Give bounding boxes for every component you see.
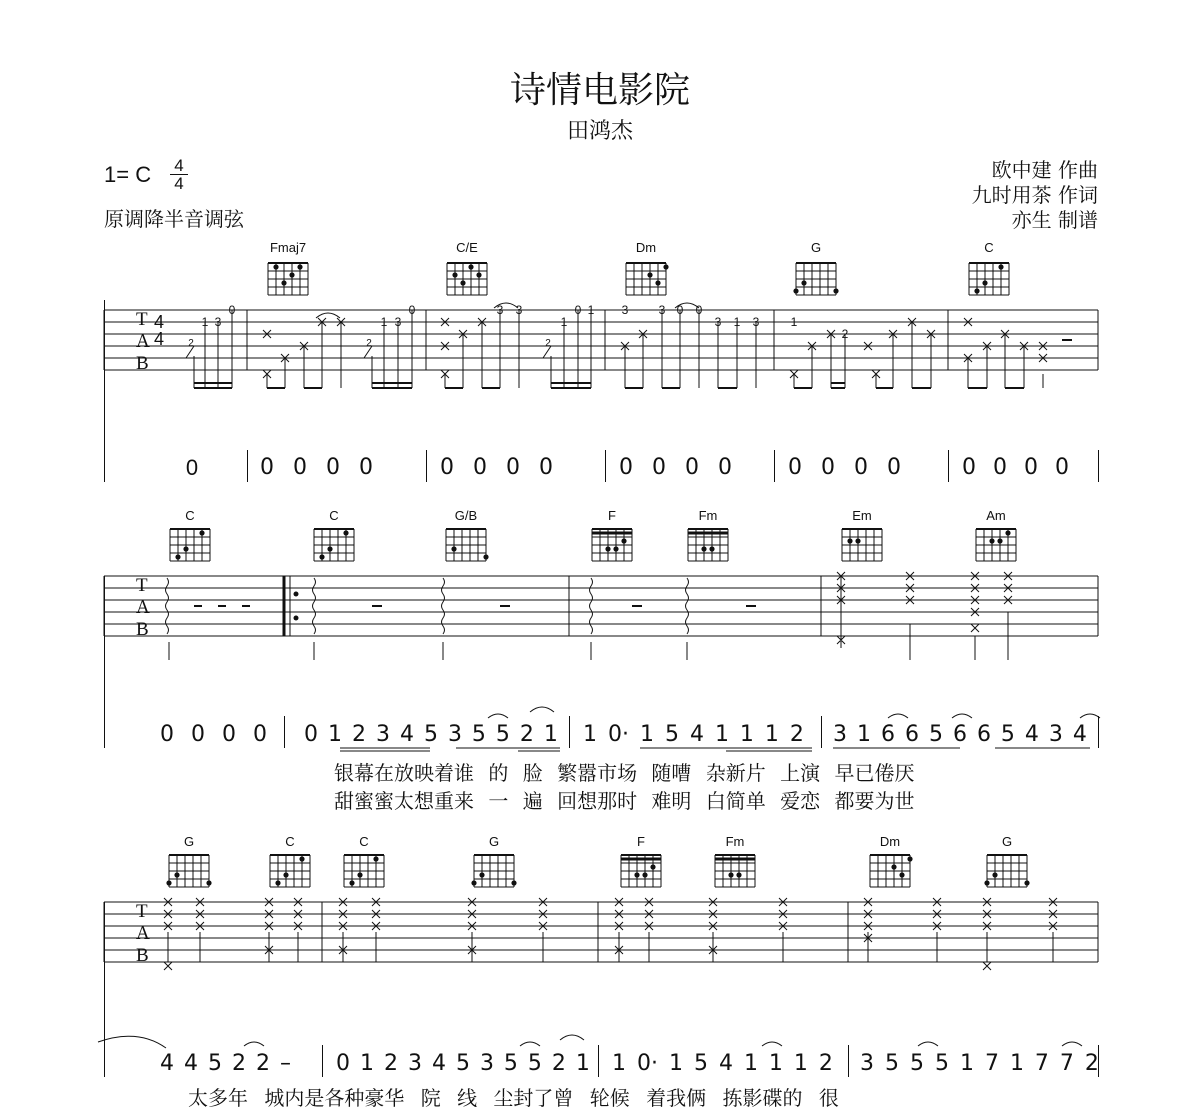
numbered-measure: 0 0 0 0	[962, 455, 1069, 480]
chord-diagram	[623, 258, 669, 298]
svg-text:3: 3	[214, 315, 222, 329]
svg-text:3: 3	[496, 303, 504, 317]
tuning-note: 原调降半音调弦	[104, 207, 244, 231]
tab-letter: T	[136, 901, 148, 922]
chord-name: Fm	[725, 834, 745, 849]
svg-text:1: 1	[790, 315, 798, 329]
chord-diagram	[444, 258, 490, 298]
credit-arranger: 亦生 制谱	[1011, 208, 1098, 232]
chord-diagram	[267, 850, 313, 890]
tab-letter: B	[136, 945, 149, 966]
chord-name: Fmaj7	[269, 240, 307, 255]
tab-letter: A	[136, 923, 150, 944]
tab-letter: B	[136, 619, 149, 640]
chord-diagram	[471, 850, 517, 890]
chord-name: F	[608, 508, 616, 523]
credit-lyricist: 九时用茶 作词	[971, 183, 1098, 207]
svg-text:1: 1	[587, 303, 595, 317]
tab-staff	[0, 566, 1200, 666]
numbered-measure: 3 5 5 5 1 7 1 7 7 2	[860, 1051, 1099, 1076]
chord-name: C	[984, 240, 994, 255]
chord-name: G	[183, 834, 195, 849]
chord-name: Fm	[698, 508, 718, 523]
chord-name: Dm	[879, 834, 901, 849]
lyrics-line: 银幕在放映着谁 的 脸 繁嚣市场 随嘈 杂新片 上演 早已倦厌	[334, 761, 915, 785]
chord-diagram	[839, 524, 885, 564]
svg-text:3: 3	[658, 303, 666, 317]
svg-text:1: 1	[201, 315, 209, 329]
slur-marks	[0, 700, 1200, 760]
tab-letter: T	[136, 575, 148, 596]
chord-diagram	[311, 524, 357, 564]
tab-clef	[136, 309, 150, 375]
numbered-measure: 3 1 6 6 5 6 6 5 4 3 4	[833, 722, 1087, 747]
svg-text:1: 1	[560, 315, 568, 329]
credit-composer: 欧中建 作曲	[991, 158, 1098, 182]
tab-letter: A	[136, 597, 150, 618]
time-signature-bottom: 4	[170, 174, 188, 192]
time-signature-top: 4	[174, 156, 184, 175]
numbered-measure: 0 0 0 0	[160, 722, 267, 747]
chord-diagram	[443, 524, 489, 564]
svg-text:2: 2	[188, 338, 194, 349]
chord-name: C	[359, 834, 369, 849]
svg-text:3: 3	[515, 303, 523, 317]
chord-diagram	[685, 524, 731, 564]
chord-diagram	[618, 850, 664, 890]
chord-name: C	[329, 508, 339, 523]
svg-text:2: 2	[545, 338, 551, 349]
tab-time-signature: 4 4	[154, 312, 165, 349]
chord-diagram	[793, 258, 839, 298]
tab-letter: T	[136, 309, 148, 330]
chord-diagram	[712, 850, 758, 890]
numbered-measure: 0 1 2 3 4 5 3 5 5 2 1	[304, 722, 558, 747]
tab-staff	[0, 892, 1200, 992]
svg-text:0: 0	[676, 303, 684, 317]
numbered-measure: 4 4 5 2 2 –	[160, 1051, 291, 1076]
chord-name: G/B	[454, 508, 478, 523]
chord-name: Dm	[635, 240, 657, 255]
chord-name: C/E	[456, 240, 478, 255]
key-signature: 1= C	[104, 162, 152, 187]
svg-text:0: 0	[695, 303, 703, 317]
numbered-measure: 0 1 2 3 4 5 3 5 5 2 1	[336, 1051, 590, 1076]
tab-staff	[0, 300, 1200, 400]
numbered-measure: 1 0· 1 5 4 1 1 1 2	[583, 722, 804, 747]
numbered-measure: 0 0 0 0	[788, 455, 901, 480]
svg-text:2: 2	[841, 327, 849, 341]
song-title: 诗情电影院	[509, 70, 690, 111]
svg-text:3: 3	[714, 315, 722, 329]
chord-diagram	[867, 850, 913, 890]
svg-text:0: 0	[408, 303, 416, 317]
svg-text:0: 0	[574, 303, 582, 317]
chord-diagram	[984, 850, 1030, 890]
chord-diagram	[341, 850, 387, 890]
chord-name: Am	[986, 508, 1006, 523]
numbered-measure: 0 0 0 0	[440, 455, 553, 480]
tab-letter: A	[136, 331, 150, 352]
chord-name: C	[285, 834, 295, 849]
chord-name: G	[488, 834, 500, 849]
chord-name: G	[810, 240, 822, 255]
lyrics-line: 甜蜜蜜太想重来 一 遍 回想那时 难明 白简单 爱恋 都要为世	[334, 789, 915, 813]
tab-clef	[136, 575, 150, 641]
chord-diagram	[589, 524, 635, 564]
chord-name: F	[637, 834, 645, 849]
svg-text:2: 2	[366, 338, 372, 349]
svg-text:0: 0	[228, 303, 236, 317]
chord-name: G	[1001, 834, 1013, 849]
time-signature	[170, 157, 188, 192]
chord-diagram	[166, 850, 212, 890]
svg-text:3: 3	[394, 315, 402, 329]
chord-name: Em	[852, 508, 872, 523]
lyrics-line: 太多年 城内是各种豪华 院 线 尘封了曾 轮候 着我俩 拣影碟的 很	[188, 1086, 839, 1110]
tab-clef	[136, 901, 150, 967]
tab-letter: B	[136, 353, 149, 374]
chord-diagram	[265, 258, 311, 298]
chord-name: C	[185, 508, 195, 523]
song-artist: 田鸿杰	[566, 119, 633, 144]
svg-text:3: 3	[621, 303, 629, 317]
numbered-measure: 0	[185, 455, 199, 480]
numbered-measure: 1 0· 1 5 4 1 1 1 2	[612, 1051, 833, 1076]
svg-text:1: 1	[380, 315, 388, 329]
chord-diagram	[966, 258, 1012, 298]
svg-text:3: 3	[752, 315, 760, 329]
numbered-measure: 0 0 0 0	[619, 455, 732, 480]
svg-text:1: 1	[733, 315, 741, 329]
chord-diagram	[167, 524, 213, 564]
chord-diagram	[973, 524, 1019, 564]
numbered-measure: 0 0 0 0	[260, 455, 373, 480]
